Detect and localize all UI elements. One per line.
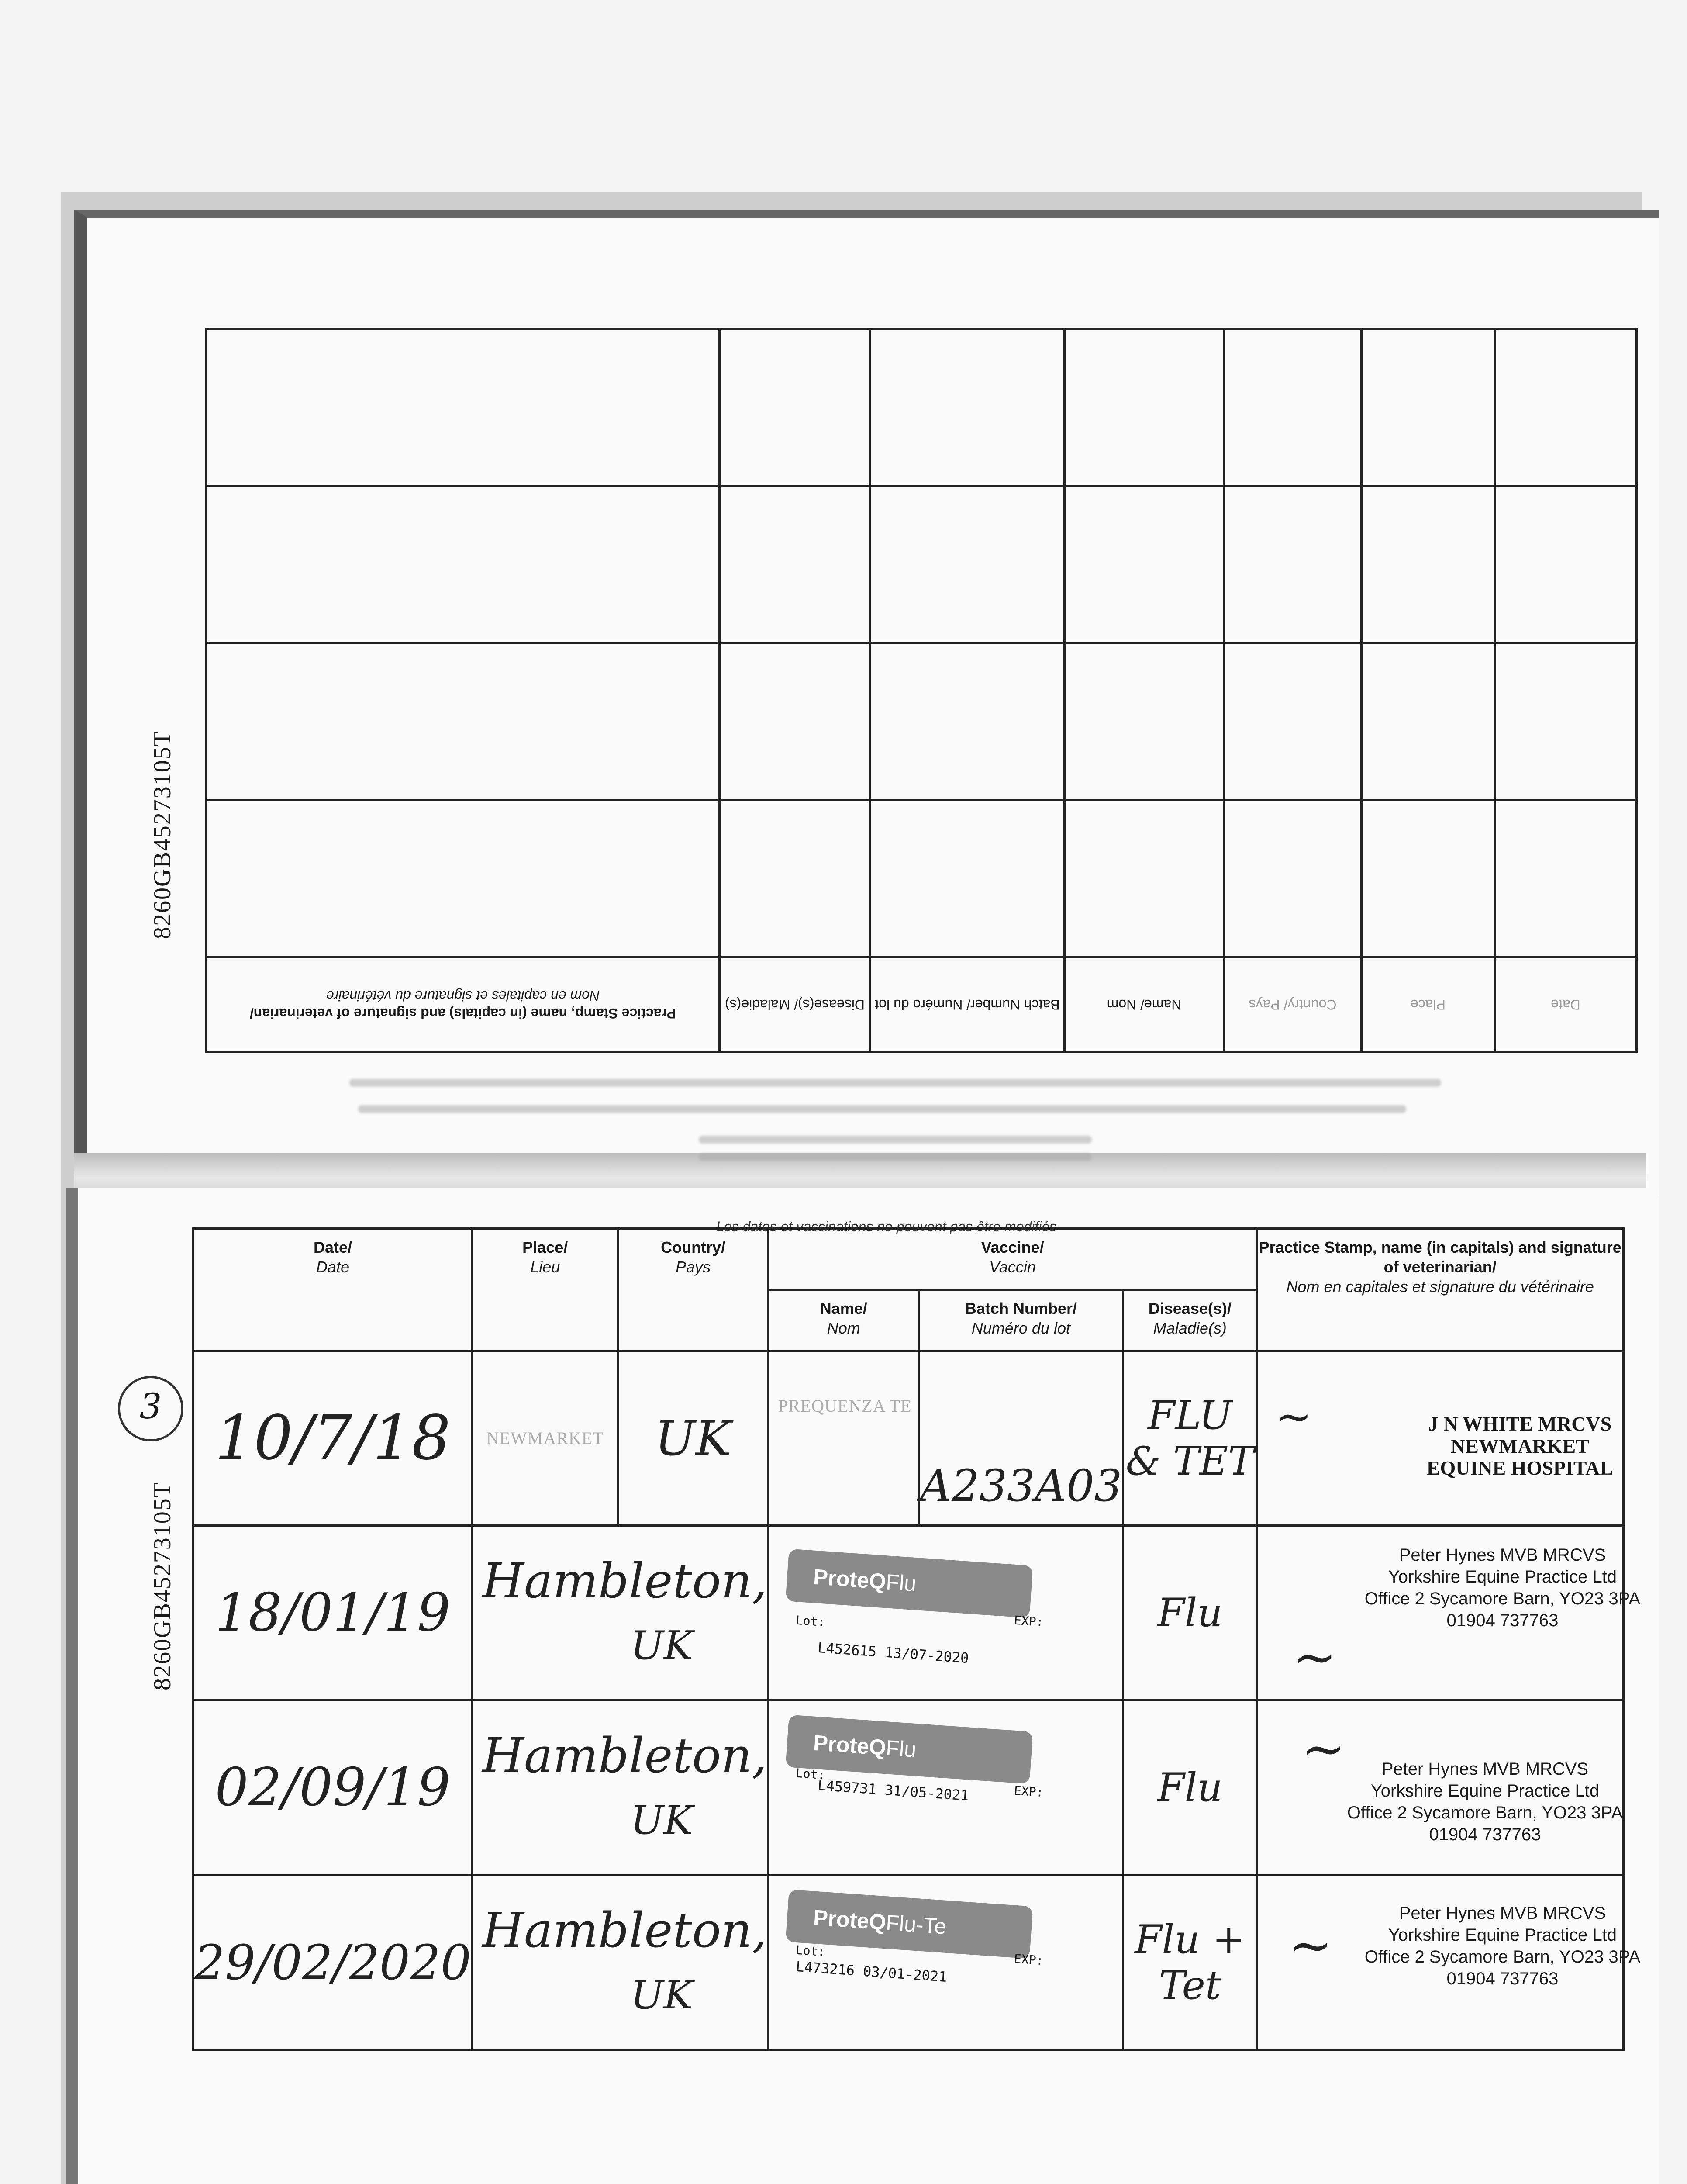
- top-header-date: Date: [1495, 957, 1637, 1052]
- row-country: UK: [618, 1351, 768, 1526]
- row-practice-stamp: [1257, 1526, 1641, 1700]
- exp-label: EXP:: [1013, 1783, 1044, 1800]
- row-batch: A233A03: [919, 1351, 1123, 1526]
- lot-label: Lot:: [795, 1766, 826, 1783]
- header-date: Date/ Date: [193, 1229, 473, 1351]
- row-disease: Flu + Tet: [1123, 1875, 1257, 2050]
- row-place: Hambleton, UK: [473, 1526, 769, 1700]
- header-practice: Practice Stamp, name (in capitals) and signature of veterinarian/ Nom en capitales et signature du vétérinaire: [1257, 1229, 1624, 1351]
- row-disease: Flu: [1123, 1700, 1257, 1875]
- row-country: UK: [631, 1797, 693, 1843]
- stamp-line: 01904 737763: [1446, 1611, 1559, 1630]
- vaccine-sticker: ProteQ Flu-Te: [785, 1890, 1033, 1959]
- table-row: [193, 1875, 1624, 2050]
- stamp-line: Peter Hynes MVB MRCVS: [1381, 1759, 1589, 1779]
- row-country: UK: [631, 1623, 693, 1669]
- header-place: Place/ Lieu: [473, 1229, 618, 1351]
- passport-id-bottom: 8260GB45273105T: [149, 1482, 176, 1690]
- row-practice-stamp: [1257, 1351, 1624, 1526]
- top-vaccination-table: [205, 328, 1638, 1053]
- top-header-country: Country/ Pays: [1224, 957, 1362, 1052]
- blurred-instruction-line: [358, 1105, 1406, 1113]
- row-place: Hambleton, UK: [473, 1875, 769, 2050]
- header-country: Country/ Pays: [618, 1229, 768, 1351]
- stamp-line: Office 2 Sycamore Barn, YO23 3PA: [1347, 1803, 1623, 1822]
- header-name: Name/ Nom: [768, 1290, 919, 1351]
- vaccination-table: [192, 1227, 1641, 2051]
- vet-signature: ~: [1275, 1391, 1312, 1442]
- row-vaccine-name: PREQUENZA TE: [768, 1351, 919, 1526]
- stamp-line: Office 2 Sycamore Barn, YO23 3PA: [1364, 1589, 1641, 1608]
- row-vaccine-label: [768, 1526, 1123, 1700]
- vet-signature: ~: [1293, 1627, 1337, 1688]
- lot-label: Lot:: [795, 1613, 826, 1630]
- top-header-practice: Practice Stamp, name (in capitals) and signature of veterinarian/ Nom en capitales et signature du vétérinaire: [207, 957, 720, 1052]
- blurred-instruction-line: [699, 1153, 1092, 1161]
- exp-label: EXP:: [1013, 1951, 1044, 1968]
- stamp-line: Yorkshire Equine Practice Ltd: [1370, 1781, 1600, 1800]
- row-practice-stamp: [1257, 1875, 1641, 2050]
- row-disease: Flu: [1123, 1526, 1257, 1700]
- notice-text: Les dates et vaccinations ne peuvent pas être modifiés: [716, 1219, 1057, 1234]
- lot-number: L459731 31/05-2021: [817, 1776, 969, 1804]
- row-date: 18/01/19: [193, 1526, 473, 1700]
- stamp-line: 01904 737763: [1429, 1825, 1541, 1844]
- row-place: Hambleton, UK: [473, 1700, 769, 1875]
- lot-number: L473216 03/01-2021: [795, 1958, 948, 1986]
- stamp-line: Office 2 Sycamore Barn, YO23 3PA: [1364, 1947, 1641, 1966]
- top-header-disease: Disease(s)/ Maladie(s): [720, 957, 870, 1052]
- vaccine-sticker: ProteQ Flu: [785, 1715, 1033, 1784]
- row-disease: FLU & TET: [1123, 1351, 1257, 1526]
- top-header-name: Name/ Nom: [1065, 957, 1224, 1052]
- header-vaccine: Vaccine/ Vaccin: [768, 1229, 1257, 1290]
- blurred-instruction-line: [349, 1079, 1441, 1087]
- top-header-batch: Batch Number/ Numéro du lot: [870, 957, 1065, 1052]
- row-date: 29/02/2020: [193, 1875, 473, 2050]
- stamp-line: EQUINE HOSPITAL: [1426, 1457, 1614, 1479]
- row-date: 10/7/18: [193, 1351, 473, 1526]
- stamp-line: Yorkshire Equine Practice Ltd: [1388, 1567, 1617, 1586]
- row-place: NEWMARKET: [473, 1351, 618, 1526]
- row-practice-stamp: [1257, 1700, 1624, 1875]
- vaccine-sticker: ProteQ Flu: [785, 1549, 1033, 1618]
- table-row: [193, 1526, 1624, 1700]
- row-vaccine-label: [768, 1875, 1123, 2050]
- header-batch: Batch Number/ Numéro du lot: [919, 1290, 1123, 1351]
- vet-signature: ~: [1301, 1719, 1345, 1780]
- stamp-line: Peter Hynes MVB MRCVS: [1399, 1904, 1606, 1923]
- top-header-place: Place: [1362, 957, 1495, 1052]
- passport-id-top: 8260GB45273105T: [149, 730, 176, 939]
- stamp-line: 01904 737763: [1446, 1969, 1559, 1988]
- stamp-line: NEWMARKET: [1450, 1434, 1589, 1457]
- exp-label: EXP:: [1013, 1613, 1044, 1630]
- lot-label: Lot:: [795, 1942, 826, 1959]
- row-country: UK: [631, 1972, 693, 2018]
- page-number: 3: [118, 1376, 183, 1441]
- table-row: [193, 1700, 1624, 1875]
- header-disease: Disease(s)/ Maladie(s): [1123, 1290, 1257, 1351]
- stamp-line: J N WHITE MRCVS: [1428, 1413, 1612, 1435]
- lot-number: L452615 13/07-2020: [817, 1639, 969, 1667]
- stamp-line: Yorkshire Equine Practice Ltd: [1388, 1925, 1617, 1945]
- row-vaccine-label: [768, 1700, 1123, 1875]
- stamp-line: Peter Hynes MVB MRCVS: [1399, 1545, 1606, 1565]
- row-date: 02/09/19: [193, 1700, 473, 1875]
- table-row: [193, 1351, 1624, 1526]
- vet-signature: ~: [1288, 1915, 1332, 1976]
- blurred-instruction-line: [699, 1136, 1092, 1144]
